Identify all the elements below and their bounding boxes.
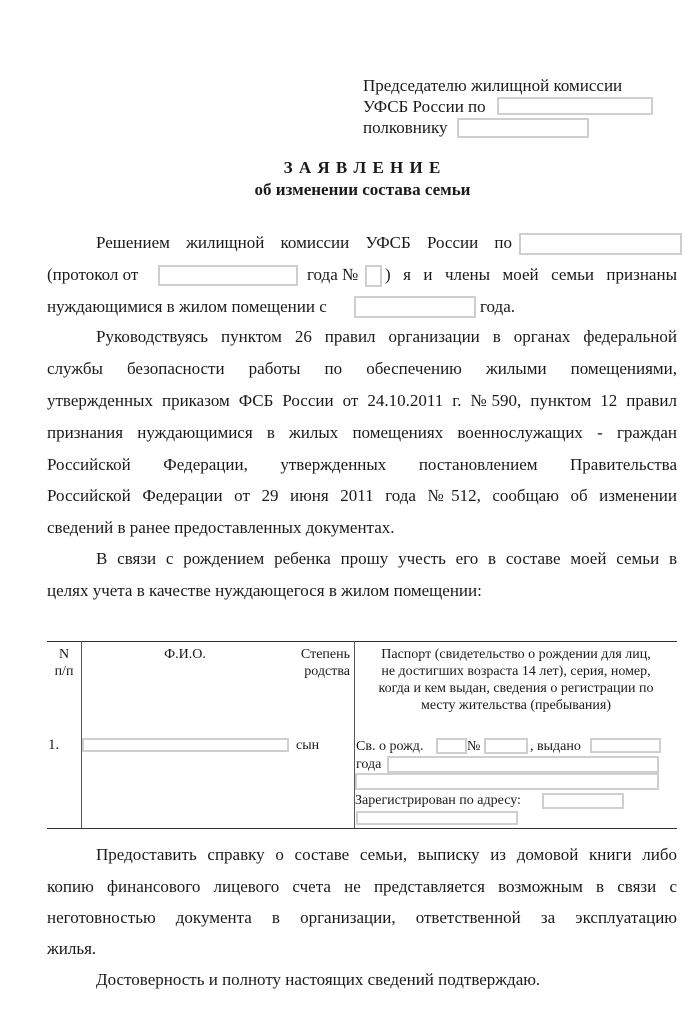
header-passport: когда и кем выдан, сведения о регистрации по [378, 681, 654, 696]
para1-needy-since-label: нуждающимися в жилом помещении с [47, 297, 327, 316]
header-relation: Степень [300, 647, 350, 662]
para4-line: жилья. [47, 939, 97, 958]
para2-line: утвержденных приказом ФСБ России от 24.10.2011 г. №590, пунктом 12 правил [47, 391, 677, 410]
para2-line: службы безопасности работы по обеспечению жилыми помещениями, [47, 359, 677, 378]
header-passport: Паспорт (свидетельство о рождении для лиц, [381, 647, 651, 662]
para1-protocol-label: (протокол от [47, 265, 139, 284]
header-number-sub: п/п [54, 664, 74, 679]
para4-line: неготовностью документа в организации, ответственной за эксплуатацию [47, 908, 677, 927]
issued-date-field[interactable] [590, 738, 661, 753]
para3-line: целях учета в качестве нуждающегося в жилом помещении: [47, 581, 482, 600]
para4-line: Предоставить справку о составе семьи, выписку из домовой книги либо [96, 845, 677, 864]
table-bottom-border [47, 828, 677, 829]
birth-cert-series-field[interactable] [436, 738, 467, 754]
para2-line: признания нуждающимися в жилых помещениях военнослужащих - граждан [47, 423, 677, 442]
fio-field[interactable] [82, 738, 289, 752]
year-label: года [356, 757, 382, 772]
header-number: N [58, 647, 70, 662]
issued-label: , выдано [530, 739, 581, 754]
registered-address-label: Зарегистрирован по адресу: [355, 793, 521, 808]
registered-address-continuation-field[interactable] [356, 811, 518, 825]
para2-line: Российской Федерации, утвержденных постановлением Правительства [47, 455, 677, 474]
para3-line: В связи с рождением ребенка прошу учесть его в составе моей семьи в [96, 549, 677, 568]
header-passport: не достигших возраста 14 лет), серия, номер, [381, 664, 651, 679]
header-relation-sub: родства [304, 664, 350, 679]
para2-line: Российской Федерации от 29 июня 2011 года №512, сообщаю об изменении [47, 486, 677, 505]
addressee-line-2: УФСБ России по [363, 97, 486, 116]
region-field[interactable] [519, 233, 682, 255]
birth-cert-label: Св. о рожд. [356, 739, 424, 754]
table-column-divider [81, 641, 82, 828]
row-number: 1. [48, 737, 60, 753]
confirmation-text: Достоверность и полноту настоящих сведений подтверждаю. [96, 970, 541, 989]
header-passport: месту жительства (пребывания) [420, 698, 612, 713]
para2-line: Руководствуясь пунктом 26 правил организации в органах федеральной [96, 327, 677, 346]
protocol-date-field[interactable] [158, 265, 298, 286]
birth-cert-number-field[interactable] [484, 738, 528, 754]
document-title: З А Я В Л Е Н И Е [283, 158, 442, 177]
para1-year-label: года. [480, 297, 516, 316]
para1-recognized-text: ) я и члены моей семьи признаны [385, 265, 677, 284]
registered-address-field[interactable] [542, 793, 624, 809]
header-fio: Ф.И.О. [164, 647, 206, 662]
addressee-colonel-name-field[interactable] [457, 118, 589, 138]
document-subtitle: об изменении состава семьи [254, 180, 471, 199]
para4-line: копию финансового лицевого счета не представляется возможным в связи с [47, 877, 677, 896]
para1-line-1: Решением жилищной комиссии УФСБ России по [96, 233, 512, 252]
issued-by-field[interactable] [387, 756, 659, 773]
para1-year-number-label: года № [307, 265, 359, 284]
issued-by-continuation-field[interactable] [355, 773, 659, 790]
needy-since-date-field[interactable] [354, 296, 476, 318]
addressee-region-field[interactable] [497, 97, 653, 115]
row-relation: сын [296, 738, 320, 753]
addressee-line-3: полковнику [363, 118, 448, 137]
addressee-line-1: Председателю жилищной комиссии [363, 76, 623, 95]
para2-line: сведений в ранее предоставленных документах. [47, 518, 395, 537]
number-sign: № [467, 739, 481, 754]
table-top-border [47, 641, 677, 642]
protocol-number-field[interactable] [365, 265, 382, 287]
